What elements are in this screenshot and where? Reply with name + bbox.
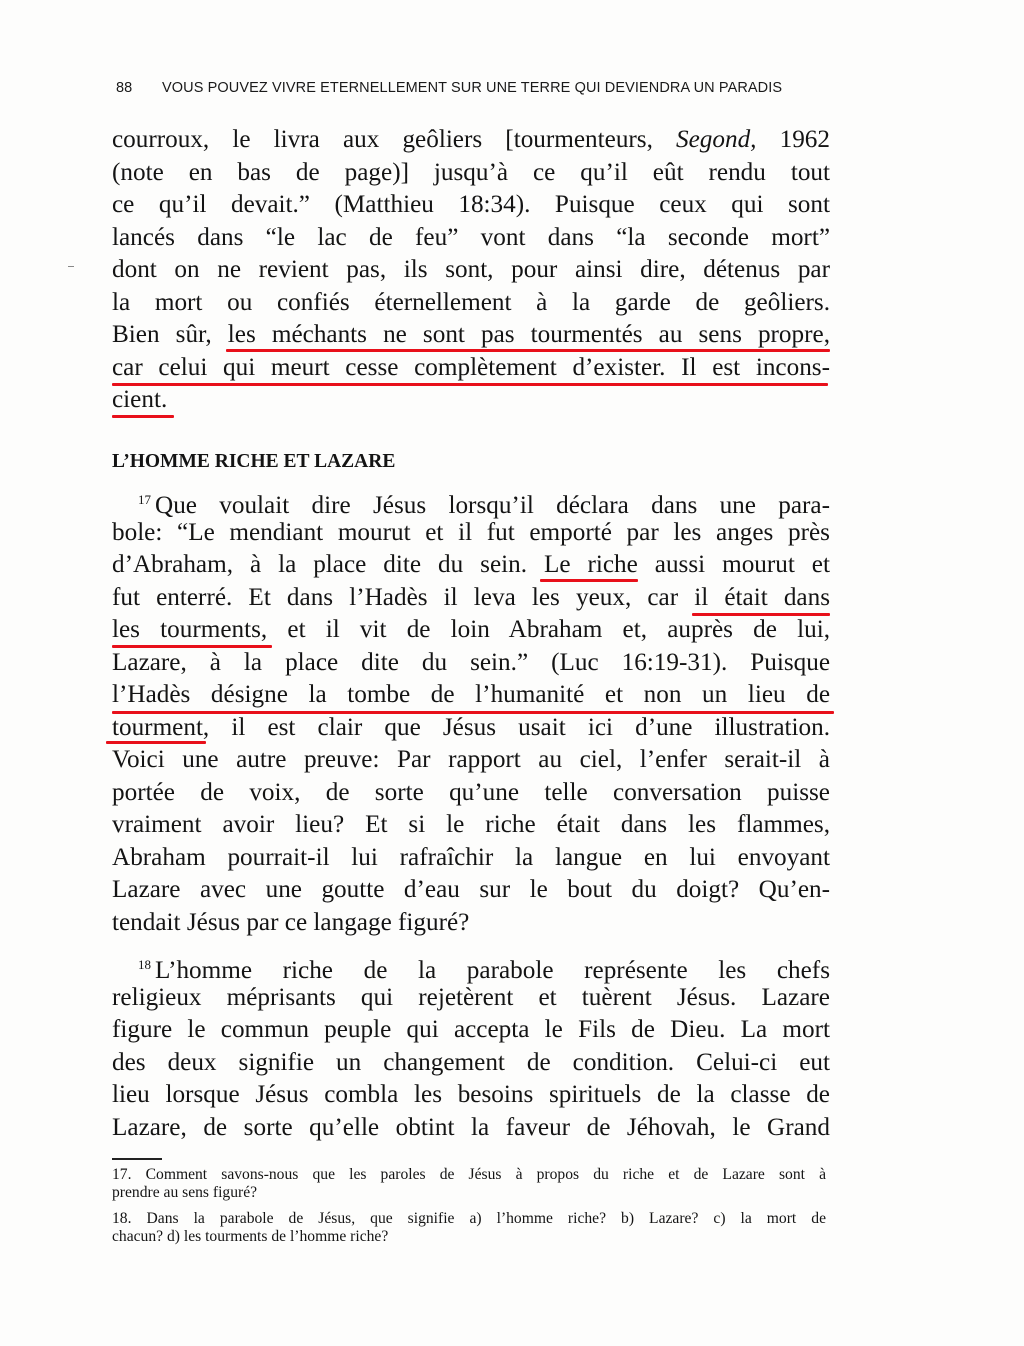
footnote-line: chacun? d) les tourments de l’homme riche?	[112, 1228, 389, 1245]
footnote-line: prendre au sens figuré?	[112, 1184, 258, 1201]
p16-line-1: courroux, le livra aux geôliers [tourmenteurs, Segond, 1962	[112, 126, 830, 153]
paragraph-number: 18	[138, 957, 151, 972]
p17-line-11: vraiment avoir lieu? Et si le riche était dans les flammes,	[112, 811, 830, 838]
footnote-line: 18. Dans la parabole de Jésus, que signifie a) l’homme riche? b) Lazare? c) la mort de	[112, 1210, 826, 1227]
p17-line-12: Abraham pourrait-il lui rafraîchir la langue en lui envoyant	[112, 843, 830, 871]
p17-line-7: l’Hadès désigne la tombe de l’humanité et non un lieu de	[112, 681, 830, 708]
p18-line-6: Lazare, de sorte qu’elle obtint la faveur de Jéhovah, le Grand	[112, 1113, 830, 1141]
paragraph-number: 17	[138, 492, 151, 507]
p16-line-5: dont on ne revient pas, ils sont, pour ainsi dire, détenus par	[112, 256, 830, 283]
p17-line-10: portée de voix, de sorte qu’une telle conversation puisse	[112, 778, 830, 806]
p17-line-3: d’Abraham, à la place dite du sein. Le riche aussi mourut et	[112, 551, 830, 578]
p16-line-7: Bien sûr, les méchants ne sont pas tourmentés au sens propre,	[112, 321, 830, 348]
p17-line-1: $^{17}$ Que voulait dire Jésus lorsqu’il déclara dans une para-	[138, 492, 830, 519]
p16-line-9: cient.	[112, 386, 168, 413]
red-underline	[112, 711, 834, 714]
p17-line-2: bole: “Le mendiant mourut et il fut emporté par les anges près	[112, 518, 830, 546]
red-underline	[112, 383, 828, 386]
red-underline	[226, 349, 830, 352]
p16-line-8: car celui qui meurt cesse complètement d’exister. Il est incons-	[112, 353, 830, 381]
footnote-line: 17. Comment savons-nous que les paroles de Jésus à propos du riche et de Lazare sont à	[112, 1166, 826, 1183]
p18-line-3: figure le commun peuple qui accepta le Fils de Dieu. La mort	[112, 1016, 830, 1043]
p16-line-4: lancés dans “le lac de feu” vont dans “la seconde mort”	[112, 223, 830, 251]
p18-line-1: $^{18}$ L’homme riche de la parabole représente les chefs	[138, 957, 830, 984]
p18-line-2: religieux méprisants qui rejetèrent et tuèrent Jésus. Lazare	[112, 983, 830, 1011]
p16-line-6: la mort ou confiés éternellement à la garde de geôliers.	[112, 288, 830, 316]
p17-line-4: fut enterré. Et dans l’Hadès il leva les yeux, car il était dans	[112, 583, 830, 611]
red-underline	[692, 613, 830, 616]
scan-speck	[68, 266, 74, 267]
red-underline	[540, 579, 638, 582]
p17-line-14: tendait Jésus par ce langage figuré?	[112, 908, 470, 936]
p17-line-9: Voici une autre preuve: Par rapport au ciel, l’enfer serait-il à	[112, 746, 830, 773]
p18-line-4: des deux signifie un changement de condition. Celui-ci eut	[112, 1048, 830, 1076]
p17-line-6: Lazare, à la place dite du sein.” (Luc 16:19-31). Puisque	[112, 648, 830, 676]
page-number: 88	[116, 80, 133, 96]
red-underline	[112, 645, 272, 648]
p17-line-13: Lazare avec une goutte d’eau sur le bout du doigt? Qu’en-	[112, 876, 830, 903]
running-header	[116, 80, 836, 96]
p17-line-5: les tourments, et il vit de loin Abraham et, auprès de lui,	[112, 616, 830, 643]
p18-line-5: lieu lorsque Jésus combla les besoins spirituels de la classe de	[112, 1081, 830, 1108]
p17-line-8: tourment, il est clair que Jésus usait ici d’une illustration.	[112, 713, 830, 741]
p16-line-2: (note en bas de page)] jusqu’à ce qu’il eût rendu tout	[112, 158, 830, 186]
section-heading: L’HOMME RICHE ET LAZARE	[112, 451, 396, 472]
red-underline	[112, 415, 174, 418]
footnote-rule	[112, 1158, 162, 1160]
red-underline	[106, 741, 206, 744]
p16-line-3: ce qu’il devait.” (Matthieu 18:34). Puisque ceux qui sont	[112, 191, 830, 218]
running-title: VOUS POUVEZ VIVRE ETERNELLEMENT SUR UNE TERRE QUI DEVIENDRA UN PARADIS	[162, 80, 783, 96]
